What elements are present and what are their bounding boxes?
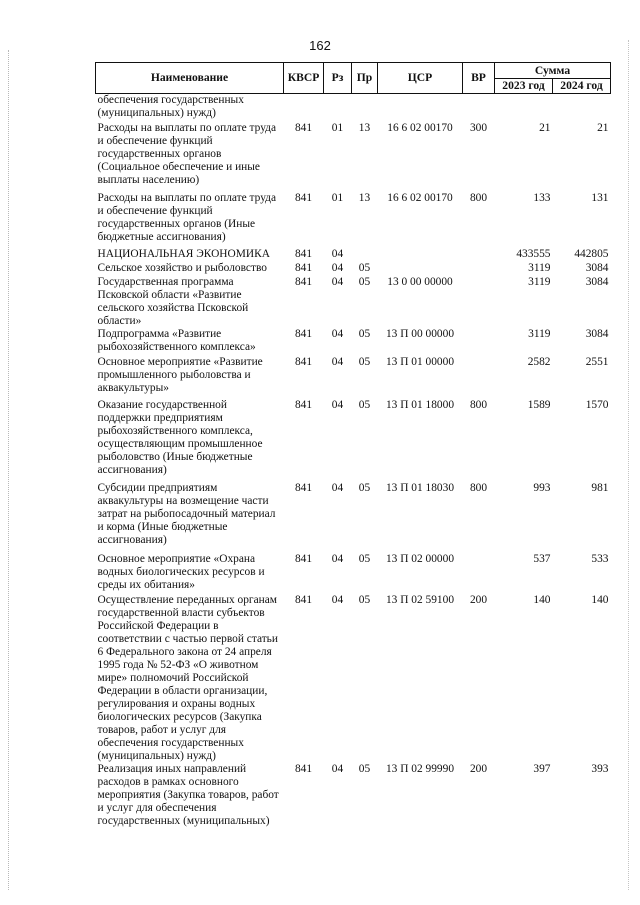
header-year-2023: 2023 год [495,79,553,94]
cell-sum-2023: 993 [533,481,551,494]
cell-sum-2023: 397 [533,762,551,775]
budget-table [95,62,611,833]
table-row [96,248,611,262]
cell-name: Подпрограмма «Развитие рыбохозяйственного комплекса» [97,327,256,353]
cell-kvsr: 841 [294,261,313,274]
header-pr: Пр [352,63,378,94]
cell-sum-2023: 3119 [528,275,551,288]
cell-rz: 04 [331,275,344,288]
cell-name: Субсидии предприятиям аквакультуры на возмещение части затрат на рыбопосадочный материал и корма (Иные бюджетные ассигнования) [97,481,276,546]
cell-kvsr: 841 [294,355,313,368]
cell-name: Сельское хозяйство и рыболовство [97,261,267,274]
table-row [96,192,611,248]
cell-rz: 04 [331,247,344,260]
cell-csr: 13 П 02 99990 [385,762,455,775]
cell-csr [378,94,463,122]
cell-pr: 05 [358,481,371,494]
cell-csr [378,262,463,276]
cell-pr: 05 [358,355,371,368]
cell-csr: 13 П 02 59100 [385,593,455,606]
table-row [96,594,611,763]
cell-rz [324,94,352,122]
cell-name: Основное мероприятие «Развитие промышленного рыболовства и аквакультуры» [97,355,263,394]
cell-sum-2023: 537 [533,552,551,565]
cell-sum-2024: 3084 [585,327,609,340]
cell-pr: 13 [358,191,371,204]
cell-pr: 05 [358,762,371,775]
cell-pr: 05 [358,261,371,274]
cell-kvsr: 841 [294,593,313,606]
cell-pr [352,248,378,262]
cell-vr [463,328,495,356]
header-vr: ВР [463,63,495,94]
cell-csr: 13 П 01 00000 [385,355,455,368]
table-row [96,262,611,276]
cell-name: Осуществление переданных органам государственной власти субъектов Российской Федерации в соответствии с частью первой статьи 6 Федерального закона от 24 апреля 1995 года № 52-ФЗ «О животном мире» полномочий Российской Федерации в области организации, регулирования и охраны водных биологических ресурсов (Закупка товаров, работ и услуг для обеспечения государственных (муниципальных) нужд) [97,593,278,762]
cell-csr [378,248,463,262]
cell-vr: 800 [469,398,488,411]
cell-sum-2024: 393 [591,762,609,775]
header-sum: Сумма [495,63,611,79]
cell-name: Реализация иных направлений расходов в рамках основного мероприятия (Закупка товаров, работ и услуг для обеспечения государственных (муниципальных) [97,762,279,827]
cell-sum-2023: 1589 [527,398,551,411]
cell-rz: 04 [331,327,344,340]
cell-rz: 01 [331,121,344,134]
cell-sum-2024: 21 [597,121,609,134]
header-name: Наименование [96,63,284,94]
cell-sum-2024: 442805 [574,247,609,260]
cell-sum-2023: 2582 [527,355,551,368]
cell-sum-2024: 981 [591,481,609,494]
cell-sum-2024: 140 [591,593,609,606]
cell-pr: 13 [358,121,371,134]
scan-edge-right [628,40,629,890]
cell-vr: 200 [469,593,488,606]
cell-sum-2024: 533 [591,552,609,565]
cell-pr [352,94,378,122]
cell-vr [463,262,495,276]
cell-rz: 01 [331,191,344,204]
header-rz: Рз [324,63,352,94]
cell-csr: 13 П 01 18000 [385,398,455,411]
table-row [96,94,611,122]
cell-kvsr: 841 [294,327,313,340]
cell-vr: 200 [469,762,488,775]
cell-sum-2024: 2551 [585,355,609,368]
cell-kvsr: 841 [294,275,313,288]
cell-sum-2023: 3119 [528,261,551,274]
cell-kvsr: 841 [294,481,313,494]
page-number: 162 [309,38,331,53]
cell-csr: 16 6 02 00170 [387,191,453,204]
table-row [96,122,611,192]
cell-vr: 800 [469,481,488,494]
cell-sum-2023 [495,94,553,122]
cell-name: Государственная программа Псковской области «Развитие сельского хозяйства Псковской области» [97,275,249,327]
cell-vr [463,94,495,122]
scan-edge-left [8,50,9,890]
cell-pr: 05 [358,593,371,606]
cell-kvsr: 841 [294,247,313,260]
table-body [96,94,611,833]
cell-rz: 04 [331,593,344,606]
cell-rz: 04 [331,762,344,775]
cell-sum-2023: 433555 [516,247,551,260]
cell-vr: 800 [469,191,488,204]
cell-sum-2024 [553,94,611,122]
cell-name: НАЦИОНАЛЬНАЯ ЭКОНОМИКА [97,247,270,260]
cell-kvsr [284,94,324,122]
cell-sum-2023: 140 [533,593,551,606]
cell-sum-2023: 21 [539,121,551,134]
cell-sum-2023: 3119 [528,327,551,340]
cell-kvsr: 841 [294,121,313,134]
cell-vr [463,553,495,594]
cell-name: Расходы на выплаты по оплате труда и обеспечение функций государственных органов (Иные бюджетные ассигнования) [97,191,277,243]
header-year-2024: 2024 год [553,79,611,94]
cell-pr: 05 [358,327,371,340]
cell-name: Оказание государственной поддержки предприятиям рыбохозяйственного комплекса, осуществляющим промышленное рыболовство (Иные бюджетные ассигнования) [97,398,263,476]
cell-csr: 13 П 00 00000 [385,327,455,340]
cell-sum-2023: 133 [533,191,551,204]
cell-pr: 05 [358,398,371,411]
cell-csr: 13 0 00 00000 [387,275,453,288]
cell-kvsr: 841 [294,191,313,204]
cell-rz: 04 [331,481,344,494]
cell-vr [463,276,495,328]
cell-csr: 13 П 01 18030 [385,481,455,494]
cell-rz: 04 [331,398,344,411]
cell-pr: 05 [358,275,371,288]
cell-csr: 13 П 02 00000 [385,552,455,565]
cell-sum-2024: 131 [591,191,609,204]
cell-kvsr: 841 [294,552,313,565]
cell-rz: 04 [331,261,344,274]
cell-kvsr: 841 [294,398,313,411]
header-csr: ЦСР [378,63,463,94]
table-row [96,482,611,553]
table-row [96,399,611,482]
cell-vr [463,248,495,262]
cell-vr: 300 [469,121,488,134]
cell-name: Основное мероприятие «Охрана водных биологических ресурсов и среды их обитания» [97,552,265,591]
cell-sum-2024: 3084 [585,261,609,274]
cell-rz: 04 [331,355,344,368]
cell-name: Расходы на выплаты по оплате труда и обеспечение функций государственных органов (Социальное обеспечение и иные выплаты населению) [97,121,277,186]
table-row [96,328,611,356]
cell-name: обеспечения государственных (муниципальных) нужд) [97,94,244,119]
cell-kvsr: 841 [294,762,313,775]
table-row [96,276,611,328]
cell-rz: 04 [331,552,344,565]
table-row [96,553,611,594]
cell-sum-2024: 3084 [585,275,609,288]
cell-sum-2024: 1570 [585,398,609,411]
cell-vr [463,356,495,399]
cell-pr: 05 [358,552,371,565]
cell-csr: 16 6 02 00170 [387,121,453,134]
header-kvsr: КВСР [284,63,324,94]
table-row [96,356,611,399]
table-header [96,63,611,94]
table-row [96,763,611,833]
